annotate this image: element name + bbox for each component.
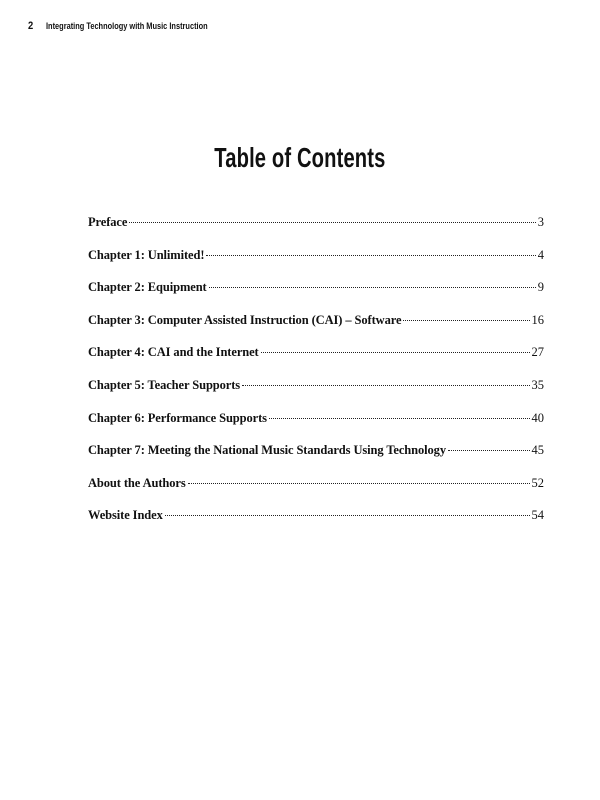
toc-entry-preface[interactable] <box>88 214 544 247</box>
dot-leader <box>448 450 530 451</box>
dot-leader <box>206 255 535 256</box>
toc-entry-website-index[interactable] <box>88 507 544 540</box>
toc-entry-page: 27 <box>531 345 544 360</box>
toc-entry-page: 54 <box>531 508 544 523</box>
toc-heading-text: Table of Contents <box>214 142 386 173</box>
dot-leader <box>403 320 529 321</box>
toc-entry-title: Chapter 3: Computer Assisted Instruction (CAI) – Software <box>88 312 402 327</box>
toc-entry-chapter-7[interactable] <box>88 442 544 475</box>
toc-list <box>88 214 544 540</box>
dot-leader <box>242 385 529 386</box>
toc-entry-chapter-6[interactable] <box>88 410 544 443</box>
dot-leader <box>129 222 535 223</box>
toc-entry-title: Chapter 1: Unlimited! <box>88 247 205 262</box>
toc-entry-title: Chapter 7: Meeting the National Music Standards Using Technology <box>88 443 446 458</box>
toc-entry-title: Chapter 5: Teacher Supports <box>88 377 241 392</box>
toc-entry-about-the-authors[interactable] <box>88 475 544 508</box>
toc-entry-title: About the Authors <box>88 475 186 490</box>
toc-entry-chapter-1[interactable] <box>88 247 544 280</box>
toc-entry-page: 16 <box>531 312 544 327</box>
toc-entry-chapter-4[interactable] <box>88 344 544 377</box>
toc-entry-title: Website Index <box>88 508 163 523</box>
toc-entry-title: Chapter 6: Performance Supports <box>88 410 267 425</box>
toc-entry-title: Chapter 4: CAI and the Internet <box>88 345 259 360</box>
toc-entry-page: 40 <box>531 410 544 425</box>
running-header <box>28 20 253 32</box>
dot-leader <box>209 287 536 288</box>
dot-leader <box>261 352 530 353</box>
toc-entry-chapter-2[interactable] <box>88 279 544 312</box>
toc-entry-page: 52 <box>531 475 544 490</box>
toc-entry-title: Chapter 2: Equipment <box>88 280 207 295</box>
toc-entry-page: 35 <box>531 377 544 392</box>
toc-entry-page: 9 <box>537 280 544 295</box>
page-title <box>0 142 600 174</box>
toc-entry-chapter-5[interactable] <box>88 377 544 410</box>
dot-leader <box>165 515 530 516</box>
toc-entry-page: 45 <box>531 443 544 458</box>
toc-entry-page: 4 <box>537 247 544 262</box>
book-title: Integrating Technology with Music Instruction <box>46 21 208 32</box>
page-number: 2 <box>28 20 34 32</box>
dot-leader <box>269 418 530 419</box>
toc-entry-title: Preface <box>88 215 128 229</box>
dot-leader <box>188 483 530 484</box>
toc-entry-chapter-3[interactable] <box>88 312 544 345</box>
toc-entry-page: 3 <box>537 215 544 229</box>
